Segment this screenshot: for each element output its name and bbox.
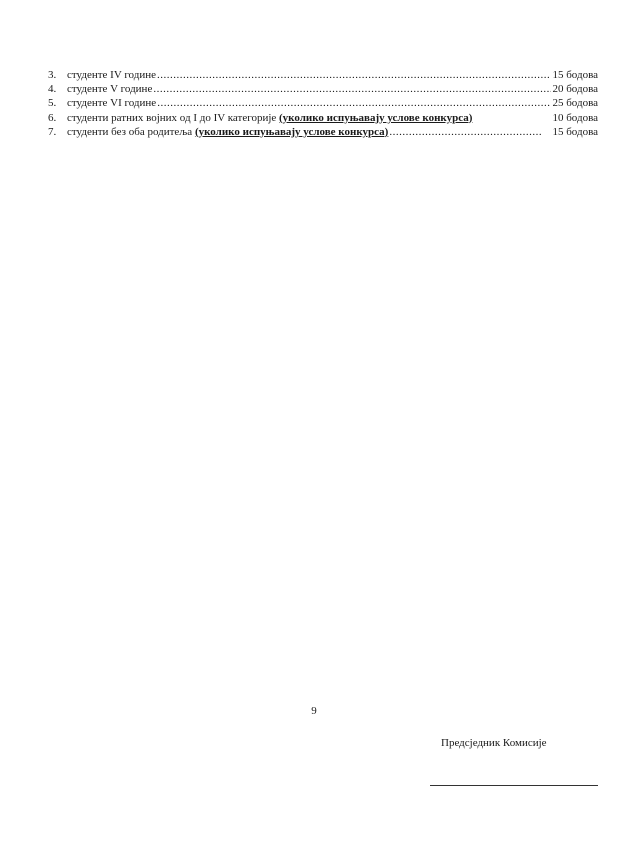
points-list [48,68,598,139]
item-text [67,111,472,125]
list-item [48,82,598,96]
item-points: 15 бодова [552,69,598,81]
list-item [48,125,598,139]
item-text: студенте IV године [67,69,156,81]
item-points: 25 бодова [552,97,598,110]
item-number: 4. [48,83,57,96]
signature-label: Предсједник Комисије [441,737,547,749]
signature-line [430,785,598,786]
dot-leader [389,125,541,139]
item-condition: (уколико испуњавају услове конкурса) [279,111,473,124]
item-text-main: студенти без оба родитеља [67,125,195,138]
item-text: студенте VI године [67,97,157,110]
list-item [48,68,598,82]
item-points: 15 бодова [552,125,598,138]
list-item [48,111,598,125]
item-number: 5. [48,97,57,110]
item-text: студенте V године [67,83,153,96]
item-points: 10 бодова [552,111,598,124]
item-number: 6. [48,111,57,124]
item-number: 7. [48,125,57,138]
dot-leader [157,68,551,82]
item-text-main: студенти ратних војних од I до IV категорије [67,111,280,124]
list-item [48,96,598,110]
dot-leader [153,82,551,96]
item-number: 3. [48,69,57,81]
page-number: 9 [311,705,317,717]
item-points: 20 бодова [552,83,598,96]
dot-leader [157,96,551,110]
item-condition: (уколико испуњавају услове конкурса) [194,125,389,138]
item-text [67,125,388,139]
